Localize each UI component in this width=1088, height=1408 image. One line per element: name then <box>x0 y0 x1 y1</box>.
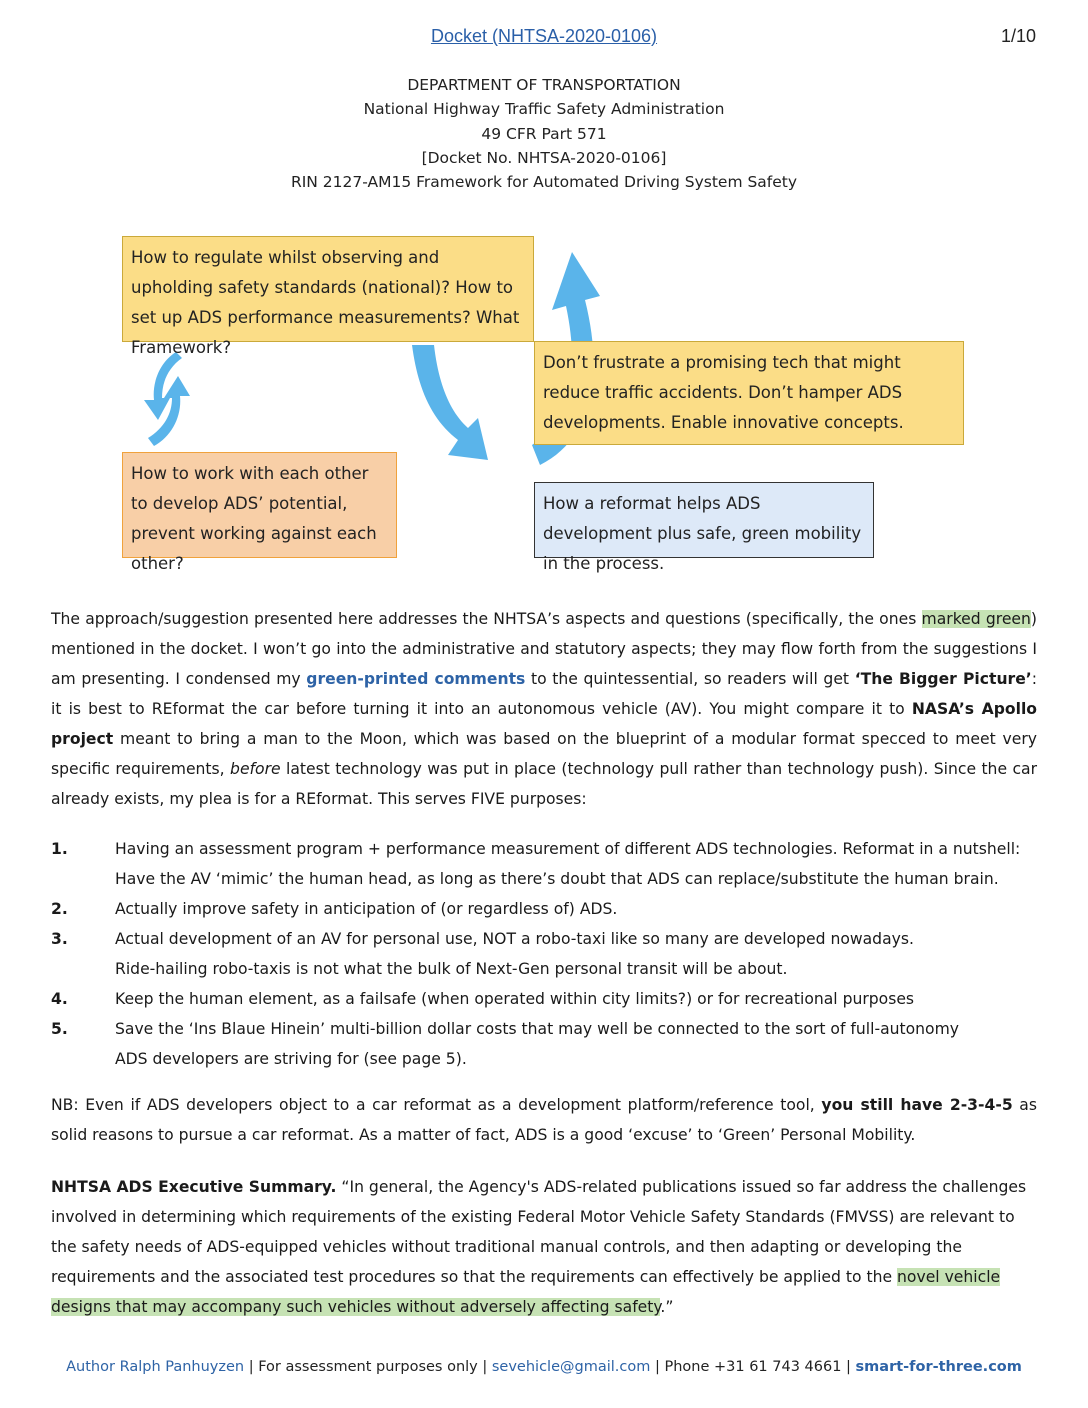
box-regulate: How to regulate whilst observing and upholding safety standards (national)? How to set up ADS performance measurements? What Framework? <box>122 236 534 342</box>
page-number: 1/10 <box>1000 26 1036 46</box>
list-number: 5. <box>51 1020 68 1038</box>
footer-email-link[interactable]: sevehicle@gmail.com <box>491 1359 651 1375</box>
intro-text-1: The approach/suggestion presented here addresses the NHTSA’s aspects and questions (specifically, the ones <box>51 610 922 628</box>
marked-green-highlight: marked green <box>921 610 1031 628</box>
footer-separator: | <box>650 1359 665 1375</box>
executive-summary-title: NHTSA ADS Executive Summary. <box>51 1178 337 1196</box>
footer-separator: | <box>477 1359 492 1375</box>
apollo-project-bold: NASA’s Apollo project <box>51 700 1037 748</box>
list-number: 3. <box>51 930 68 948</box>
docket-link[interactable]: Docket (NHTSA-2020-0106) <box>430 26 658 46</box>
before-italic: before <box>230 760 281 778</box>
header-agency: National Highway Traffic Safety Administration <box>363 100 725 118</box>
list-item <box>51 834 1037 894</box>
footer-phone: Phone +31 61 743 4661 <box>664 1359 842 1375</box>
green-printed-comments-link[interactable]: green-printed comments <box>306 670 526 688</box>
list-item-line: Actually improve safety in anticipation of (or regardless of) ADS. <box>115 900 618 918</box>
executive-summary-paragraph <box>51 1172 1037 1322</box>
footer-separator: | <box>841 1359 856 1375</box>
list-item-line: Save the ‘Ins Blaue Hinein’ multi-billion dollar costs that may well be connected to the sort of full-autonomy <box>115 1020 960 1038</box>
intro-text-3: to the quintessential, so readers will get <box>525 670 855 688</box>
summary-text-1: “In general, the Agency's ADS-related publications issued so far address the challenges involved in determining which requirements of the existing Federal Motor Vehicle Safety Standards (FMVSS) are relevant to the safety needs of ADS-equipped vehicles without traditional manual controls, and then adapting or developing the requirements and the associated test procedures so that the requirements can effectively be applied to the <box>51 1178 1027 1286</box>
swap-arrows-icon <box>144 352 190 446</box>
nb-paragraph <box>51 1090 1037 1150</box>
list-item-line: ADS developers are striving for (see page 5). <box>115 1050 467 1068</box>
nb-text-2: as solid reasons to pursue a car reformat. As a matter of fact, ADS is a good ‘excuse’ to ‘Green’ Personal Mobility. <box>51 1096 1037 1144</box>
list-item <box>51 894 1037 924</box>
footer-author: Author Ralph Panhuyzen <box>66 1359 245 1375</box>
intro-paragraph <box>51 604 1037 814</box>
list-item-line: Ride-hailing robo-taxis is not what the bulk of Next-Gen personal transit will be about. <box>115 960 788 978</box>
intro-text-5: meant to bring a man to the Moon, which was based on the blueprint of a modular format specced to meet very specific requirements, <box>51 730 1037 778</box>
list-item <box>51 924 1037 984</box>
footer-purpose: For assessment purposes only <box>258 1359 478 1375</box>
curved-arrow-down-icon <box>412 345 488 460</box>
header-department: DEPARTMENT OF TRANSPORTATION <box>407 76 681 94</box>
list-item-line: Having an assessment program + performance measurement of different ADS technologies. Reformat in a nutshell: <box>115 840 1021 858</box>
list-number: 2. <box>51 900 68 918</box>
header-rin: RIN 2127-AM15 Framework for Automated Driving System Safety <box>290 173 798 191</box>
intro-text-6: latest technology was put in place (technology pull rather than technology push). Since the car already exists, my plea is for a REformat. This serves FIVE purposes: <box>51 760 1037 808</box>
list-number: 4. <box>51 990 68 1008</box>
list-number: 1. <box>51 840 68 858</box>
novel-vehicle-highlight: novel vehicle designs that may accompany such vehicles without adversely affecting safety <box>51 1268 1001 1316</box>
footer <box>0 1359 1088 1375</box>
list-item <box>51 1014 1037 1074</box>
list-item-line: Actual development of an AV for personal use, NOT a robo-taxi like so many are developed nowadays. <box>115 930 914 948</box>
list-item-line: Have the AV ‘mimic’ the human head, as long as there’s doubt that ADS can replace/substitute the human brain. <box>115 870 999 888</box>
footer-website-link[interactable]: smart-for-three.com <box>855 1359 1022 1375</box>
list-item-line: Keep the human element, as a failsafe (when operated within city limits?) or for recreational purposes <box>115 990 915 1008</box>
header-docket-no: [Docket No. NHTSA-2020-0106] <box>421 149 667 167</box>
box-reformat: How a reformat helps ADS development plus safe, green mobility in the process. <box>534 482 874 558</box>
intro-text-2: ) mentioned in the docket. I won’t go into the administrative and statutory aspects; they may flow forth from the suggestions I am presenting. I condensed my <box>51 610 1037 688</box>
purposes-list <box>51 834 1037 1074</box>
box-work-together: How to work with each other to develop ADS’ potential, prevent working against each other? <box>122 452 397 558</box>
header-cfr: 49 CFR Part 571 <box>481 125 607 143</box>
intro-text-4: : it is best to REformat the car before turning it into an autonomous vehicle (AV). You might compare it to <box>51 670 1037 718</box>
footer-separator: | <box>244 1359 259 1375</box>
summary-text-2: .” <box>660 1298 674 1316</box>
list-item <box>51 984 1037 1014</box>
nb-bold: you still have 2-3-4-5 <box>821 1096 1013 1114</box>
nb-text-1: NB: Even if ADS developers object to a car reformat as a development platform/reference tool, <box>51 1096 822 1114</box>
box-dont-frustrate: Don’t frustrate a promising tech that might reduce traffic accidents. Don’t hamper ADS developments. Enable innovative concepts. <box>534 341 964 445</box>
bigger-picture-bold: ‘The Bigger Picture’ <box>854 670 1032 688</box>
